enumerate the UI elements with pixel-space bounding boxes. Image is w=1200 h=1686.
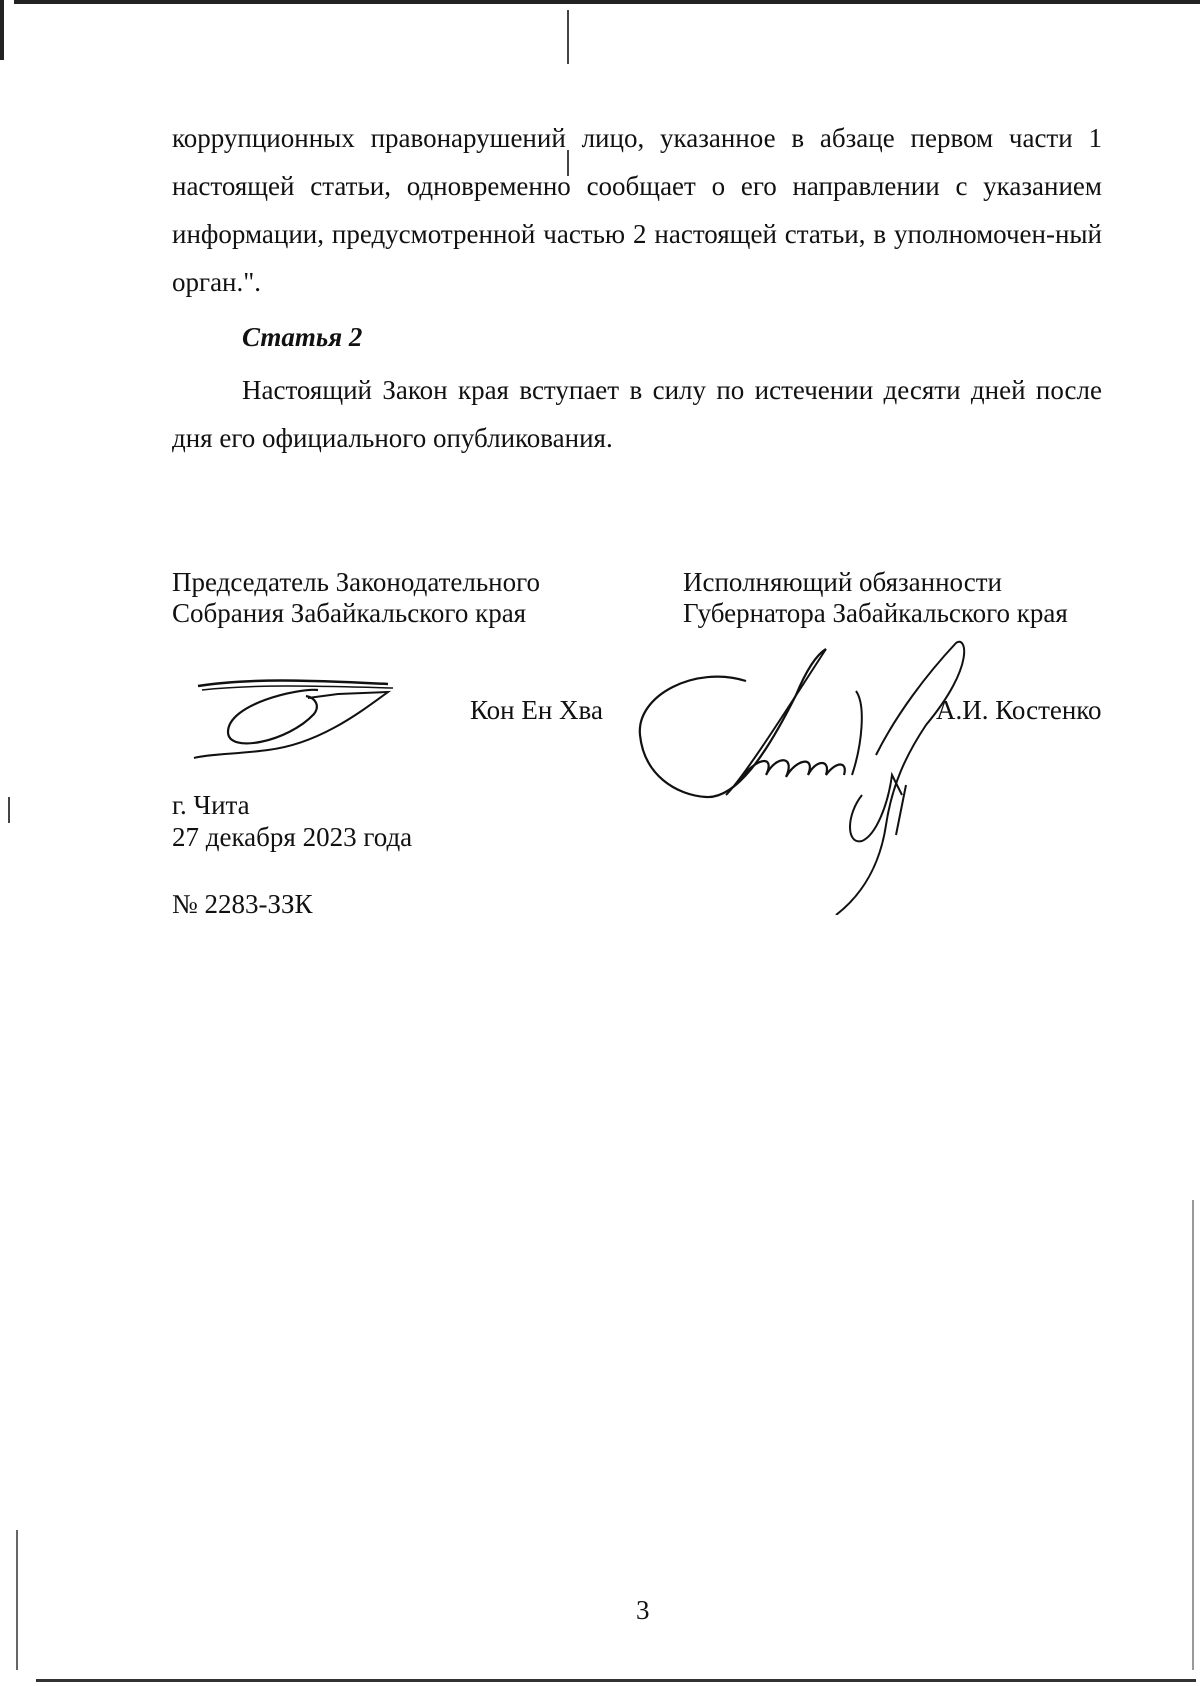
- scan-edge-right: [1192, 1200, 1194, 1670]
- place: г. Чита: [172, 790, 250, 820]
- scan-mark: [16, 1530, 18, 1670]
- page-number: 3: [636, 1595, 650, 1625]
- signatory-left-title: [172, 567, 540, 629]
- article-heading: Статья 2: [242, 322, 363, 352]
- signatory-right-title-line1: Исполняющий обязанности: [683, 567, 1002, 597]
- paragraph-continuation: коррупционных правонарушений лицо, указанное в абзаце первом части 1 настоящей статьи, одновременно сообщает о его направлении с указанием информации, предусмотренной частью 2 настоящей статьи, в уполномочен-ный орган.".: [172, 123, 1102, 297]
- article-text: Настоящий Закон края вступает в силу по истечении десяти дней после дня его официального опубликования.: [172, 375, 1102, 453]
- signatory-right-name: А.И. Костенко: [936, 695, 1102, 725]
- scan-mark: [8, 797, 10, 823]
- signatory-right-title: [683, 567, 1068, 629]
- scan-edge-bottom: [36, 1679, 1196, 1682]
- signature-left: [188, 674, 408, 774]
- place-and-date: [172, 789, 412, 853]
- date: 27 декабря 2023 года: [172, 822, 413, 852]
- scan-edge-top: [14, 0, 1200, 4]
- signatory-left-title-line1: Председатель Законодательного: [172, 567, 541, 597]
- signatory-left-name: Кон Ен Хва: [470, 695, 603, 725]
- document-number: № 2283-ЗЗК: [172, 889, 313, 919]
- signatory-right-title-line2: Губернатора Забайкальского края: [683, 598, 1068, 628]
- signature-right: [626, 635, 1006, 915]
- signatory-left-title-line2: Собрания Забайкальского края: [172, 598, 527, 628]
- scan-edge-left: [0, 0, 4, 60]
- scan-mark: [567, 10, 569, 64]
